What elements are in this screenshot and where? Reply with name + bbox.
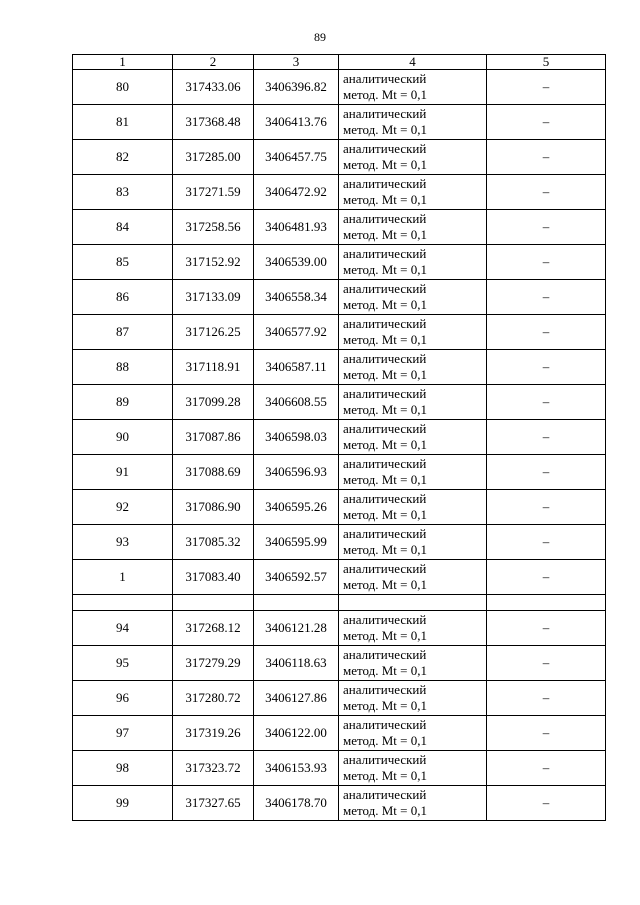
point-number: 99 — [73, 786, 173, 821]
method-line-1: аналитический — [343, 106, 427, 121]
column-header-1: 1 — [73, 55, 173, 70]
point-number: 86 — [73, 280, 173, 315]
table-row — [73, 611, 606, 646]
method-cell — [339, 245, 487, 280]
x-coordinate: 317433.06 — [173, 70, 254, 105]
y-coordinate: 3406608.55 — [254, 385, 339, 420]
y-coordinate: 3406595.99 — [254, 525, 339, 560]
spacer-cell — [339, 595, 487, 611]
method-line-2: метод. Mt = 0,1 — [343, 192, 427, 207]
method-cell — [339, 681, 487, 716]
method-line-2: метод. Mt = 0,1 — [343, 628, 427, 643]
spacer-cell — [173, 595, 254, 611]
x-coordinate: 317099.28 — [173, 385, 254, 420]
method-line-1: аналитический — [343, 351, 427, 366]
method-line-1: аналитический — [343, 526, 427, 541]
table-header-row — [73, 55, 606, 70]
table-row — [73, 350, 606, 385]
method-cell — [339, 105, 487, 140]
point-number: 87 — [73, 315, 173, 350]
method-cell — [339, 525, 487, 560]
coordinates-table — [72, 54, 606, 821]
method-line-2: метод. Mt = 0,1 — [343, 157, 427, 172]
method-cell — [339, 420, 487, 455]
method-line-1: аналитический — [343, 682, 427, 697]
method-line-1: аналитический — [343, 647, 427, 662]
method-line-1: аналитический — [343, 71, 427, 86]
y-coordinate: 3406121.28 — [254, 611, 339, 646]
dash-cell: – — [487, 560, 606, 595]
method-line-2: метод. Mt = 0,1 — [343, 768, 427, 783]
point-number: 1 — [73, 560, 173, 595]
table-row — [73, 751, 606, 786]
dash-cell: – — [487, 490, 606, 525]
point-number: 98 — [73, 751, 173, 786]
method-line-2: метод. Mt = 0,1 — [343, 663, 427, 678]
table-row — [73, 280, 606, 315]
x-coordinate: 317087.86 — [173, 420, 254, 455]
method-cell — [339, 350, 487, 385]
method-line-1: аналитический — [343, 386, 427, 401]
method-line-2: метод. Mt = 0,1 — [343, 332, 427, 347]
x-coordinate: 317133.09 — [173, 280, 254, 315]
method-line-2: метод. Mt = 0,1 — [343, 367, 427, 382]
spacer-cell — [254, 595, 339, 611]
y-coordinate: 3406472.92 — [254, 175, 339, 210]
table-row — [73, 490, 606, 525]
x-coordinate: 317280.72 — [173, 681, 254, 716]
y-coordinate: 3406558.34 — [254, 280, 339, 315]
method-line-1: аналитический — [343, 717, 427, 732]
table-row — [73, 455, 606, 490]
point-number: 83 — [73, 175, 173, 210]
x-coordinate: 317271.59 — [173, 175, 254, 210]
table-row — [73, 646, 606, 681]
y-coordinate: 3406153.93 — [254, 751, 339, 786]
point-number: 84 — [73, 210, 173, 245]
method-line-1: аналитический — [343, 316, 427, 331]
method-line-1: аналитический — [343, 176, 427, 191]
point-number: 81 — [73, 105, 173, 140]
dash-cell: – — [487, 455, 606, 490]
method-line-2: метод. Mt = 0,1 — [343, 507, 427, 522]
dash-cell: – — [487, 786, 606, 821]
x-coordinate: 317279.29 — [173, 646, 254, 681]
method-line-1: аналитический — [343, 281, 427, 296]
x-coordinate: 317323.72 — [173, 751, 254, 786]
method-line-2: метод. Mt = 0,1 — [343, 402, 427, 417]
method-line-1: аналитический — [343, 246, 427, 261]
table-row — [73, 140, 606, 175]
method-line-1: аналитический — [343, 141, 427, 156]
point-number: 95 — [73, 646, 173, 681]
method-cell — [339, 315, 487, 350]
y-coordinate: 3406396.82 — [254, 70, 339, 105]
x-coordinate: 317258.56 — [173, 210, 254, 245]
x-coordinate: 317368.48 — [173, 105, 254, 140]
y-coordinate: 3406592.57 — [254, 560, 339, 595]
y-coordinate: 3406127.86 — [254, 681, 339, 716]
y-coordinate: 3406118.63 — [254, 646, 339, 681]
dash-cell: – — [487, 140, 606, 175]
dash-cell: – — [487, 646, 606, 681]
method-cell — [339, 70, 487, 105]
method-line-2: метод. Mt = 0,1 — [343, 262, 427, 277]
x-coordinate: 317083.40 — [173, 560, 254, 595]
method-cell — [339, 560, 487, 595]
method-line-2: метод. Mt = 0,1 — [343, 87, 427, 102]
x-coordinate: 317285.00 — [173, 140, 254, 175]
method-line-2: метод. Mt = 0,1 — [343, 297, 427, 312]
method-line-1: аналитический — [343, 491, 427, 506]
table-row — [73, 315, 606, 350]
x-coordinate: 317327.65 — [173, 786, 254, 821]
y-coordinate: 3406413.76 — [254, 105, 339, 140]
method-line-2: метод. Mt = 0,1 — [343, 227, 427, 242]
x-coordinate: 317268.12 — [173, 611, 254, 646]
dash-cell: – — [487, 525, 606, 560]
method-line-1: аналитический — [343, 456, 427, 471]
method-line-2: метод. Mt = 0,1 — [343, 733, 427, 748]
dash-cell: – — [487, 280, 606, 315]
method-cell — [339, 751, 487, 786]
dash-cell: – — [487, 385, 606, 420]
method-cell — [339, 280, 487, 315]
table-row — [73, 245, 606, 280]
table-row — [73, 210, 606, 245]
dash-cell: – — [487, 210, 606, 245]
method-line-1: аналитический — [343, 421, 427, 436]
method-line-1: аналитический — [343, 752, 427, 767]
point-number: 90 — [73, 420, 173, 455]
point-number: 91 — [73, 455, 173, 490]
method-cell — [339, 175, 487, 210]
method-cell — [339, 140, 487, 175]
x-coordinate: 317118.91 — [173, 350, 254, 385]
column-header-5: 5 — [487, 55, 606, 70]
table-body — [73, 55, 606, 821]
y-coordinate: 3406577.92 — [254, 315, 339, 350]
method-line-2: метод. Mt = 0,1 — [343, 542, 427, 557]
y-coordinate: 3406598.03 — [254, 420, 339, 455]
dash-cell: – — [487, 611, 606, 646]
method-cell — [339, 786, 487, 821]
table-row — [73, 105, 606, 140]
point-number: 92 — [73, 490, 173, 525]
column-header-2: 2 — [173, 55, 254, 70]
method-line-2: метод. Mt = 0,1 — [343, 698, 427, 713]
point-number: 85 — [73, 245, 173, 280]
x-coordinate: 317126.25 — [173, 315, 254, 350]
x-coordinate: 317086.90 — [173, 490, 254, 525]
dash-cell: – — [487, 420, 606, 455]
dash-cell: – — [487, 681, 606, 716]
method-cell — [339, 611, 487, 646]
table-row — [73, 175, 606, 210]
point-number: 82 — [73, 140, 173, 175]
method-line-2: метод. Mt = 0,1 — [343, 437, 427, 452]
x-coordinate: 317088.69 — [173, 455, 254, 490]
column-header-4: 4 — [339, 55, 487, 70]
x-coordinate: 317152.92 — [173, 245, 254, 280]
point-number: 96 — [73, 681, 173, 716]
dash-cell: – — [487, 105, 606, 140]
table-row — [73, 420, 606, 455]
dash-cell: – — [487, 70, 606, 105]
table-row — [73, 560, 606, 595]
table-row — [73, 786, 606, 821]
dash-cell: – — [487, 716, 606, 751]
point-number: 80 — [73, 70, 173, 105]
method-cell — [339, 646, 487, 681]
method-cell — [339, 716, 487, 751]
point-number: 93 — [73, 525, 173, 560]
y-coordinate: 3406122.00 — [254, 716, 339, 751]
y-coordinate: 3406596.93 — [254, 455, 339, 490]
dash-cell: – — [487, 175, 606, 210]
method-line-2: метод. Mt = 0,1 — [343, 472, 427, 487]
y-coordinate: 3406539.00 — [254, 245, 339, 280]
spacer-cell — [487, 595, 606, 611]
point-number: 89 — [73, 385, 173, 420]
y-coordinate: 3406178.70 — [254, 786, 339, 821]
y-coordinate: 3406587.11 — [254, 350, 339, 385]
point-number: 88 — [73, 350, 173, 385]
table-row — [73, 716, 606, 751]
method-cell — [339, 385, 487, 420]
method-cell — [339, 210, 487, 245]
method-line-1: аналитический — [343, 612, 427, 627]
table-row — [73, 385, 606, 420]
dash-cell: – — [487, 350, 606, 385]
table-row — [73, 70, 606, 105]
y-coordinate: 3406595.26 — [254, 490, 339, 525]
page-number: 89 — [314, 30, 326, 44]
method-line-2: метод. Mt = 0,1 — [343, 577, 427, 592]
dash-cell: – — [487, 245, 606, 280]
method-line-1: аналитический — [343, 211, 427, 226]
table-row — [73, 525, 606, 560]
point-number: 94 — [73, 611, 173, 646]
dash-cell: – — [487, 751, 606, 786]
method-cell — [339, 455, 487, 490]
spacer-cell — [73, 595, 173, 611]
method-line-1: аналитический — [343, 561, 427, 576]
spacer-row — [73, 595, 606, 611]
y-coordinate: 3406481.93 — [254, 210, 339, 245]
y-coordinate: 3406457.75 — [254, 140, 339, 175]
method-line-2: метод. Mt = 0,1 — [343, 122, 427, 137]
table-row — [73, 681, 606, 716]
dash-cell: – — [487, 315, 606, 350]
method-line-2: метод. Mt = 0,1 — [343, 803, 427, 818]
method-line-1: аналитический — [343, 787, 427, 802]
column-header-3: 3 — [254, 55, 339, 70]
method-cell — [339, 490, 487, 525]
point-number: 97 — [73, 716, 173, 751]
x-coordinate: 317319.26 — [173, 716, 254, 751]
x-coordinate: 317085.32 — [173, 525, 254, 560]
